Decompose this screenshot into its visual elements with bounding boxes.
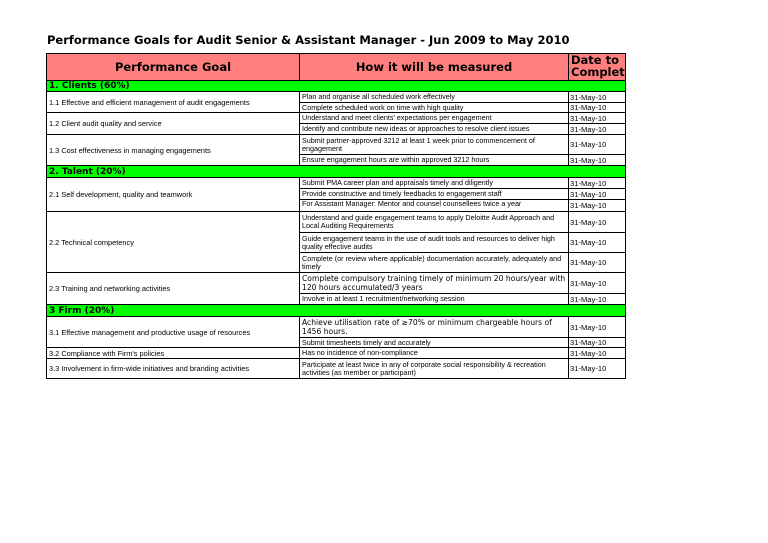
measure-2-1-a: Submit PMA career plan and appraisals timely and diligently: [299, 177, 569, 189]
sheet-title: Performance Goals for Audit Senior & Assistant Manager - Jun 2009 to May 2010: [47, 33, 570, 47]
measure-2-2-a: Understand and guide engagement teams to apply Deloitte Audit Approach and Local Auditing Requirements: [299, 211, 569, 233]
measure-2-3-a: Complete compulsory training timely of minimum 20 hours/year with 120 hours accumulated/3 years: [299, 272, 569, 294]
date-2-2-a: 31-May-10: [568, 211, 626, 233]
date-1-1-a: 31-May-10: [568, 91, 626, 103]
measure-2-3-b: Involve in at least 1 recruitment/networking session: [299, 293, 569, 305]
section-firm: 3 Firm (20%): [46, 304, 626, 317]
goal-1-1: 1.1 Effective and efficient management of audit engagements: [46, 91, 300, 113]
section-talent: 2. Talent (20%): [46, 165, 626, 178]
measure-1-1-b: Complete scheduled work on time with high quality: [299, 102, 569, 113]
measure-3-2-a: Has no incidence of non-compliance: [299, 347, 569, 359]
measure-2-1-c: For Assistant Manager: Mentor and counsel counsellees twice a year: [299, 199, 569, 212]
date-1-1-b: 31-May-10: [568, 102, 626, 113]
goal-1-2: 1.2 Client audit quality and service: [46, 112, 300, 135]
date-1-3-a: 31-May-10: [568, 134, 626, 155]
date-3-1-a: 31-May-10: [568, 316, 626, 338]
date-2-1-a: 31-May-10: [568, 177, 626, 189]
measure-3-1-a: Achieve utilisation rate of ≥70% or minimum chargeable hours of 1456 hours.: [299, 316, 569, 338]
date-1-2-b: 31-May-10: [568, 123, 626, 135]
goal-3-1: 3.1 Effective management and productive usage of resources: [46, 316, 300, 348]
date-1-2-a: 31-May-10: [568, 112, 626, 124]
measure-1-2-b: Identify and contribute new ideas or approaches to resolve client issues: [299, 123, 569, 135]
header-goal: Performance Goal: [46, 53, 300, 81]
measure-2-2-c: Complete (or review where applicable) documentation accurately, adequately and timely: [299, 252, 569, 273]
date-3-1-b: 31-May-10: [568, 337, 626, 348]
measure-2-1-b: Provide constructive and timely feedbacks to engagement staff: [299, 188, 569, 200]
measure-1-1-a: Plan and organise all scheduled work effectively: [299, 91, 569, 103]
measure-1-3-a: Submit partner-approved 3212 at least 1 week prior to commencement of engagement: [299, 134, 569, 155]
header-date: Date to Complet: [568, 53, 626, 81]
measure-2-2-b: Guide engagement teams in the use of audit tools and resources to deliver high quality effective audits: [299, 232, 569, 253]
header-measured: How it will be measured: [299, 53, 569, 81]
measure-1-3-b: Ensure engagement hours are within approved 3212 hours: [299, 154, 569, 166]
date-1-3-b: 31-May-10: [568, 154, 626, 166]
measure-3-3-a: Participate at least twice in any of corporate social responsibility & recreation activities (as member or participant): [299, 358, 569, 379]
goal-3-3: 3.3 Involvement in firm-wide initiatives and branding activities: [46, 358, 300, 379]
date-2-2-c: 31-May-10: [568, 252, 626, 273]
goal-2-2: 2.2 Technical competency: [46, 211, 300, 273]
measure-1-2-a: Understand and meet clients' expectations per engagement: [299, 112, 569, 124]
date-2-3-a: 31-May-10: [568, 272, 626, 294]
goal-2-3: 2.3 Training and networking activities: [46, 272, 300, 305]
goal-1-3: 1.3 Cost effectiveness in managing engagements: [46, 134, 300, 166]
date-2-1-b: 31-May-10: [568, 188, 626, 200]
date-2-1-c: 31-May-10: [568, 199, 626, 212]
date-2-3-b: 31-May-10: [568, 293, 626, 305]
date-3-3-a: 31-May-10: [568, 358, 626, 379]
goal-3-2: 3.2 Compliance with Firm's policies: [46, 347, 300, 359]
date-3-2-a: 31-May-10: [568, 347, 626, 359]
date-2-2-b: 31-May-10: [568, 232, 626, 253]
section-clients: 1. Clients (60%): [46, 80, 626, 92]
measure-3-1-b: Submit timesheets timely and accurately: [299, 337, 569, 348]
goal-2-1: 2.1 Self development, quality and teamwork: [46, 177, 300, 212]
